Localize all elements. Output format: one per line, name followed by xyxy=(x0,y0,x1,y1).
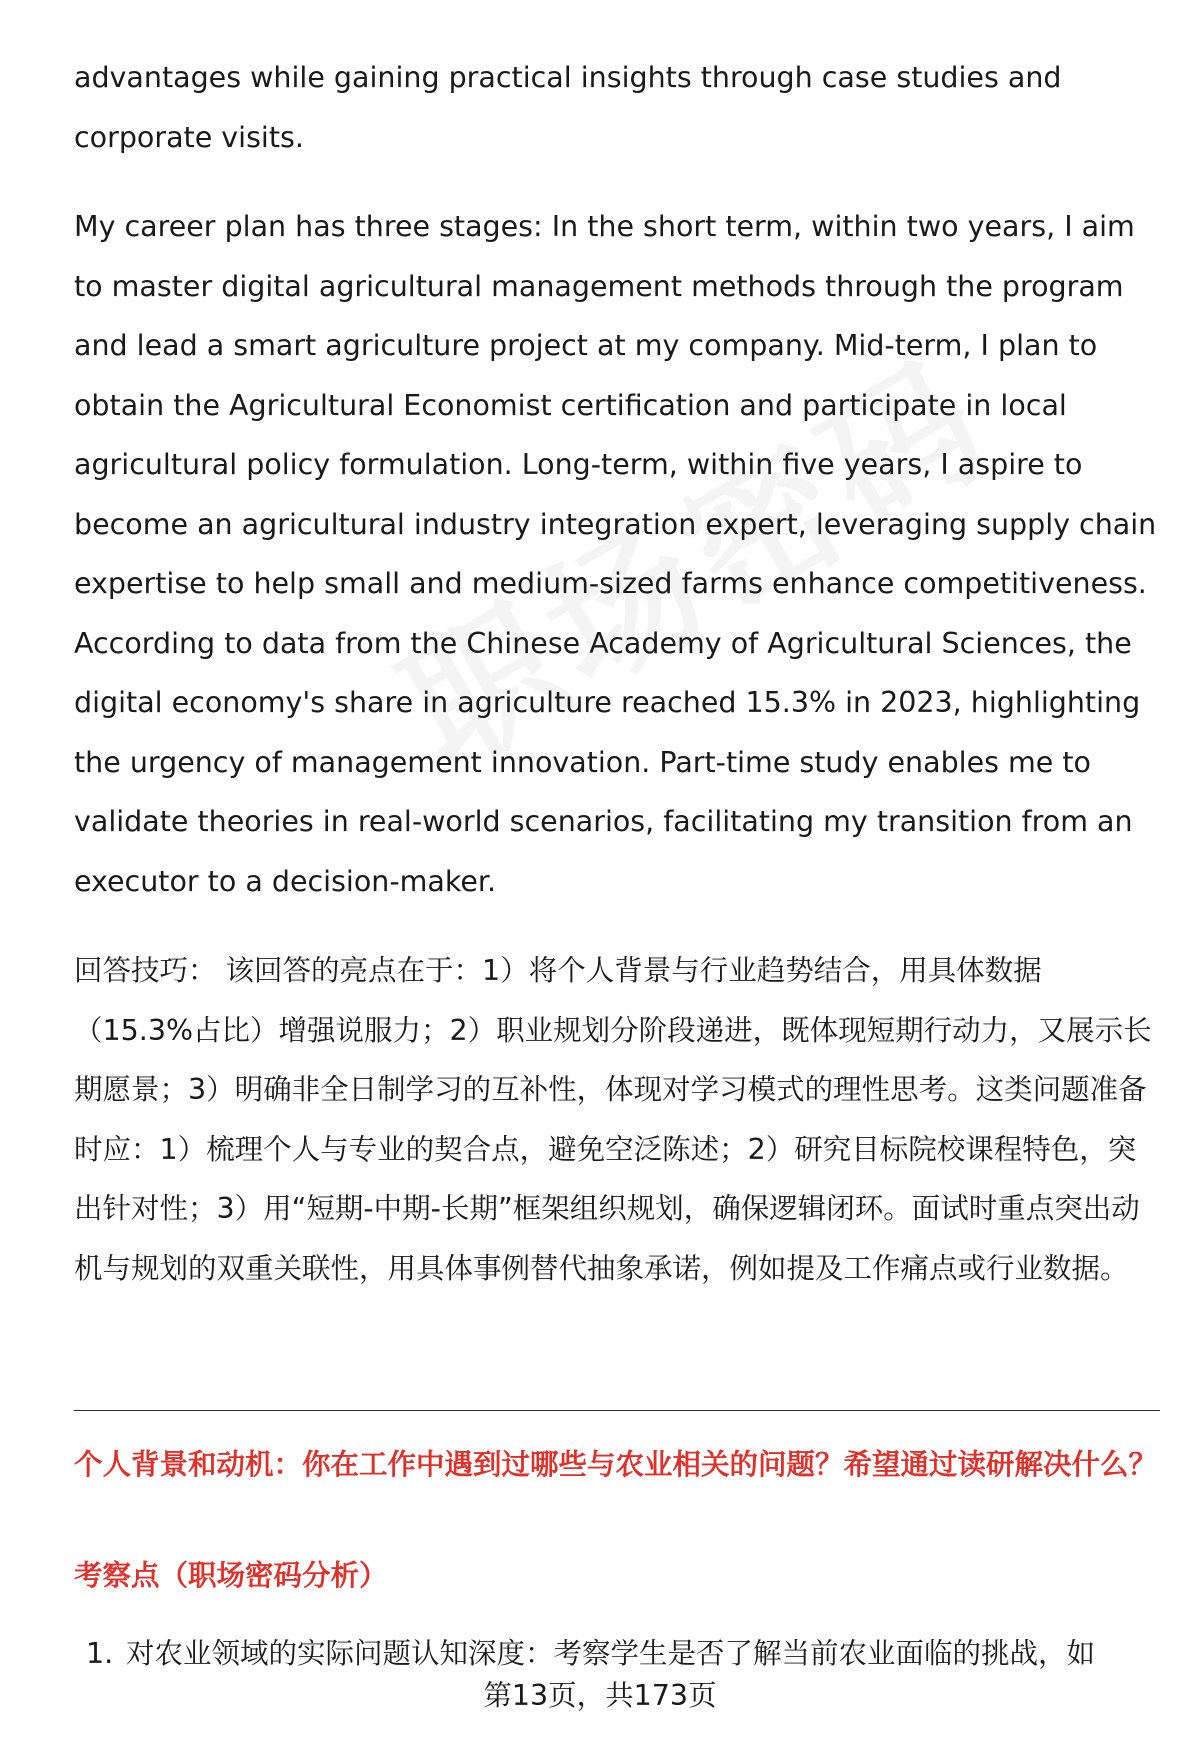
english-paragraph-2: My career plan has three stages: In the short term, within two years, I aim to master digital agricultural management methods through the program and lead a smart agriculture project at my company. Mid-term, I plan to obtain the Agricultural Economist certification and participate in local agricultural policy formulation. Long-term, within five years, I aspire to become an agricultural industry integration expert, leveraging supply chain expertise to help small and medium-sized farms enhance competitiveness. According to data from the Chinese Academy of Agricultural Sciences, the digital economy's share in agriculture reached 15.3% in 2023, highlighting the urgency of management innovation. Part-time study enables me to validate theories in real-world scenarios, facilitating my transition from an executor to a decision-maker. xyxy=(74,210,1157,898)
page-number-footer: 第13页，共173页 xyxy=(483,1679,717,1712)
body-content xyxy=(74,48,1160,1298)
section-divider xyxy=(74,1410,1160,1411)
english-paragraph-1: advantages while gaining practical insights through case studies and corporate visits. xyxy=(74,61,1062,154)
list-item-text: 对农业领域的实际问题认知深度：考察学生是否了解当前农业面临的挑战，如 xyxy=(126,1637,1096,1670)
assessment-points-heading: 考察点（职场密码分析） xyxy=(74,1559,388,1592)
list-item-number: 1. xyxy=(86,1637,114,1670)
answer-tips-paragraph: 回答技巧： 该回答的亮点在于：1）将个人背景与行业趋势结合，用具体数据（15.3%占比）增强说服力；2）职业规划分阶段递进，既体现短期行动力，又展示长期愿景；3）明确非全日制学习的互补性，体现对学习模式的理性思考。这类问题准备时应：1）梳理个人与专业的契合点，避免空泛陈述；2）研究目标院校课程特色，突出针对性；3）用“短期-中期-长期”框架组织规划，确保逻辑闭环。面试时重点突出动机与规划的双重关联性，用具体事例替代抽象承诺，例如提及工作痛点或行业数据。 xyxy=(74,954,1152,1285)
list-item xyxy=(86,1633,1160,1675)
question-heading: 个人背景和动机：你在工作中遇到过哪些与农业相关的问题？希望通过读研解决什么？ xyxy=(74,1448,1158,1481)
